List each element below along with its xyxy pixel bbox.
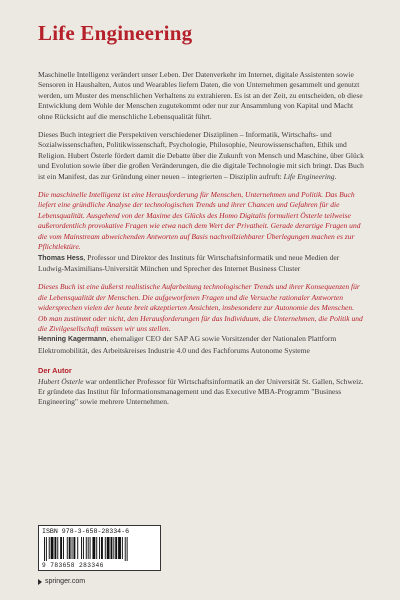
barcode-bar — [92, 537, 95, 559]
isbn-label: ISBN 978-3-658-28334-6 — [42, 528, 130, 535]
barcode-bars — [43, 537, 157, 561]
endorsement-attribution-2 — [38, 334, 364, 356]
book-title: Life Engineering — [38, 21, 193, 45]
barcode-bar — [49, 537, 50, 559]
barcode-bar — [125, 537, 126, 561]
cover-text — [38, 70, 364, 416]
endorsement-attribution-1 — [38, 253, 364, 275]
description-paragraph — [38, 130, 364, 182]
barcode-digits: 9 783658 283346 — [42, 562, 104, 569]
barcode-bar — [111, 537, 113, 559]
discipline-emphasis: Life Engineering — [283, 171, 335, 181]
endorser-role-1: , Professor und Direktor des Instituts für Wirtschaftsinformatik und neue Medien der Ludwig-Maximilians-Universität München und Sprecher des Internet Business Cluster — [38, 252, 340, 273]
endorser-role-2: , ehemaliger CEO der SAP AG sowie Vorsitzender der Nationalen Plattform Elektromobilität, des Arbeitskreises Industrie 4.0 und des Fachforums Autonome Systeme — [38, 334, 337, 355]
barcode-bar — [105, 537, 106, 559]
barcode-bar — [77, 537, 78, 559]
publisher-link[interactable] — [38, 578, 85, 585]
barcode-bar — [63, 537, 64, 559]
publisher-link-label: springer.com — [45, 578, 86, 585]
barcode-bar — [51, 537, 54, 559]
author-name: Hubert Österle — [38, 376, 84, 386]
intro-paragraph: Maschinelle Intelligenz verändert unser Leben. Der Datenverkehr im Internet, digitale Assistenten sowie Sensoren in Haushalten, Autos und Wearables liefern Daten, die von Unternehmen gesammelt und genutzt werden, um Muster des menschlichen Verhaltens zu extrahieren. Es ist an der Zeit, zu entscheiden, ob diese Entwicklung dem Wohle der Menschen zugutekommt oder nur zur Ansammlung von Kapital und Macht ohne Rücksicht auf die menschliche Lebensqualität führt. — [38, 70, 363, 121]
endorsement-quote-1: Die maschinelle Intelligenz ist eine Herausforderung für Menschen, Unternehmen und Politik. Das Buch liefert eine gründliche Analyse der technologischen Trends und ihrer Chancen und Gefahren für die Lebensqualität. Ausgehend von der Maxime des Glücks des Homo Digitalis formuliert Österle teilweise außerordentlich provokative Fragen wie etwa nach dem Wert der Privatheit. Gerade derartige Fragen und die vom Mainstream abweichenden Antworten auf Basis nachvollziehbarer Überlegungen machen es zur Pflichtlektüre. — [38, 190, 361, 252]
barcode-bar — [115, 537, 117, 559]
barcode-bar — [73, 537, 75, 559]
barcode-bar — [46, 537, 47, 561]
barcode-bar — [101, 537, 103, 559]
barcode-bar — [113, 537, 114, 559]
barcode-bar — [81, 537, 82, 559]
isbn-barcode — [38, 525, 161, 571]
barcode-bar — [86, 537, 87, 559]
author-bio-text: war ordentlicher Professor für Wirtschaftsinformatik an der Universität St. Gallen, Schweiz. Er gründete das Institut für Informationsmanagement und das Executive MBA-Programm "Business Engineering" sowie mehrere Unternehmen. — [38, 376, 364, 407]
endorser-name-1: Thomas Hess — [38, 254, 84, 262]
author-bio — [38, 377, 364, 408]
barcode-bar — [122, 537, 123, 559]
description-text: Dieses Buch integriert die Perspektiven verschiedener Disziplinen – Informatik, Wirtschafts- und Sozialwissenschaften, Politikwissenschaft, Psychologie, Philosophie, Neurowissenschaften, Ethik und Religion. Hubert Österle fördert damit die Debatte über die Zukunft von Mensch und Maschine, über Glück und Evolution sowie über die großen Veränderungen, die die digitale Technologie mit sich bringt. Das Buch ist ein Manifest, das zur Gründung einer neuen – integrierten – Disziplin aufruft: — [38, 130, 364, 181]
barcode-bar — [107, 537, 110, 559]
description-end: . — [334, 171, 337, 181]
arrow-right-icon — [38, 579, 42, 585]
endorsement-quote-2: Dieses Buch ist eine äußerst realistische Aufarbeitung technologischer Trends und ihrer Konsequenzen für die Lebensqualität der Menschen. Die aufgeworfenen Fragen und die Versuche rationaler Antworten widersprechen vielen der heute breit akzeptierten Ansichten, insbesondere zur Autonomie des Menschen. Ob man zustimmt oder nicht, den Herausforderungen für das Individuum, die Unternehmen, die Politik und die Zivilgesellschaft müssen wir uns stellen. — [38, 282, 363, 333]
barcode-bar — [72, 537, 73, 559]
barcode-bar — [54, 537, 56, 559]
barcode-bar — [44, 537, 45, 561]
barcode-bar — [90, 537, 91, 559]
author-heading: Der Autor — [38, 366, 72, 376]
barcode-bar — [57, 537, 58, 559]
barcode-bar — [99, 537, 100, 559]
endorser-name-2: Henning Kagermann — [38, 336, 107, 344]
barcode-bar — [60, 537, 62, 559]
barcode-bar — [69, 537, 71, 559]
barcode-bar — [118, 537, 121, 559]
barcode-bar — [96, 537, 97, 559]
barcode-bar — [83, 537, 84, 559]
barcode-bar — [88, 537, 89, 559]
barcode-bar — [67, 537, 68, 559]
barcode-bar — [127, 537, 128, 561]
